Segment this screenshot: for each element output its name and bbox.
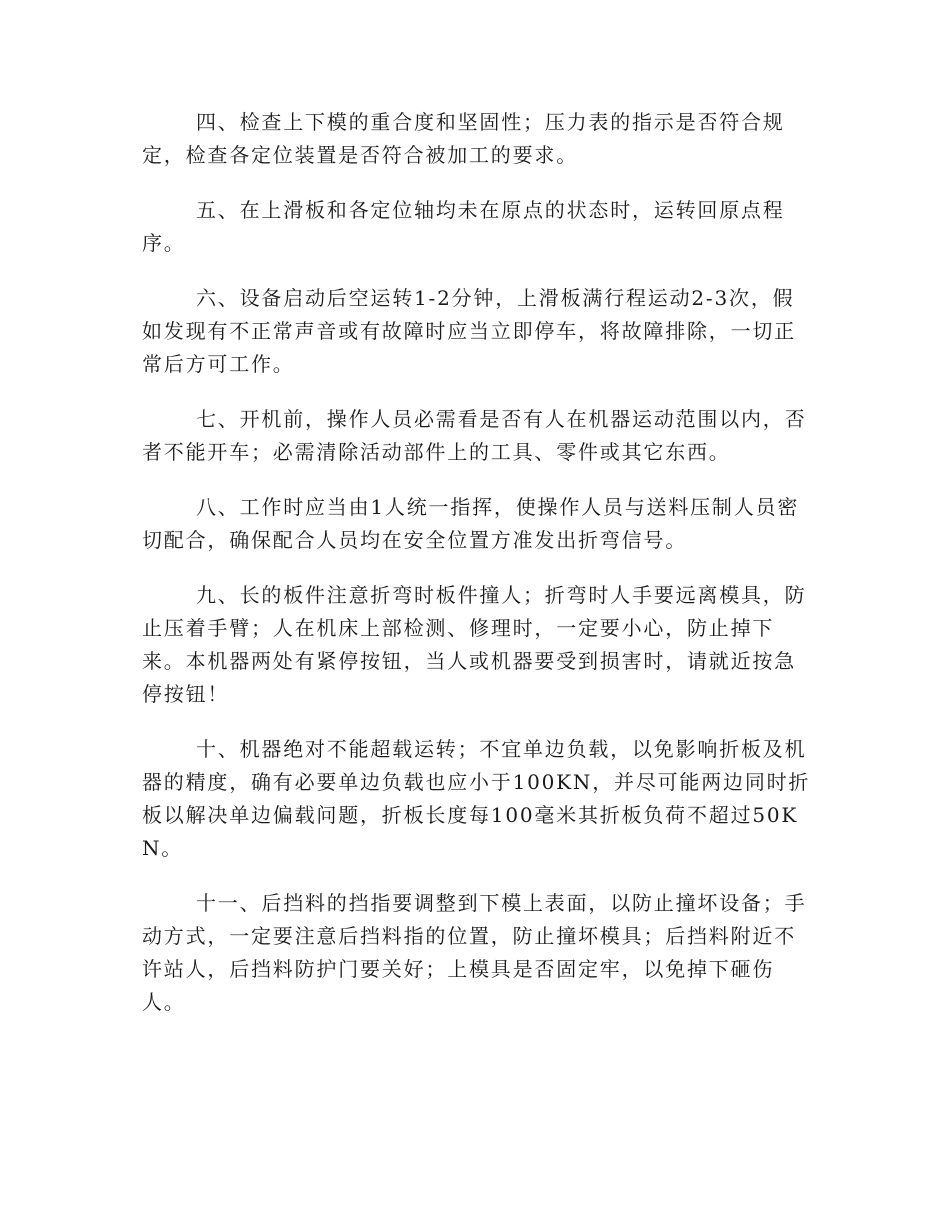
paragraph-5: 五、在上滑板和各定位轴均未在原点的状态时，运转回原点程序。: [142, 198, 785, 255]
paragraph-7: 七、开机前，操作人员必需看是否有人在机器运动范围以内，否者不能开车；必需清除活动部件上的工具、零件或其它东西。: [142, 407, 807, 464]
paragraph-9: 九、长的板件注意折弯时板件撞人；折弯时人手要远离模具，防止压着手臂；人在机床上部检测、修理时，一定要小心，防止掉下来。本机器两处有紧停按钮，当人或机器要受到损害时，请就近按急停按钮！: [142, 583, 807, 706]
paragraph-10: 十、机器绝对不能超载运转；不宜单边负载，以免影响折板及机器的精度，确有必要单边负载也应小于100KN，并尽可能两边同时折板以解决单边偏载问题，折板长度每100毫米其折板负荷不超过50KN。: [142, 737, 811, 860]
document-body: [142, 106, 814, 1041]
paragraph-11: 十一、后挡料的挡指要调整到下模上表面，以防止撞坏设备；手动方式，一定要注意后挡料指的位置，防止撞坏模具；后挡料附近不许站人，后挡料防护门要关好；上模具是否固定牢，以免掉下砸伤人。: [142, 891, 807, 1014]
paragraph-4: 四、检查上下模的重合度和坚固性；压力表的指示是否符合规定，检查各定位装置是否符合被加工的要求。: [142, 110, 785, 167]
paragraph-8: 八、工作时应当由1人统一指挥，使操作人员与送料压制人员密切配合，确保配合人员均在安全位置方准发出折弯信号。: [142, 495, 800, 552]
paragraph-6: 六、设备启动后空运转1-2分钟，上滑板满行程运动2-3次，假如发现有不正常声音或有故障时应当立即停车，将故障排除，一切正常后方可工作。: [142, 286, 796, 376]
